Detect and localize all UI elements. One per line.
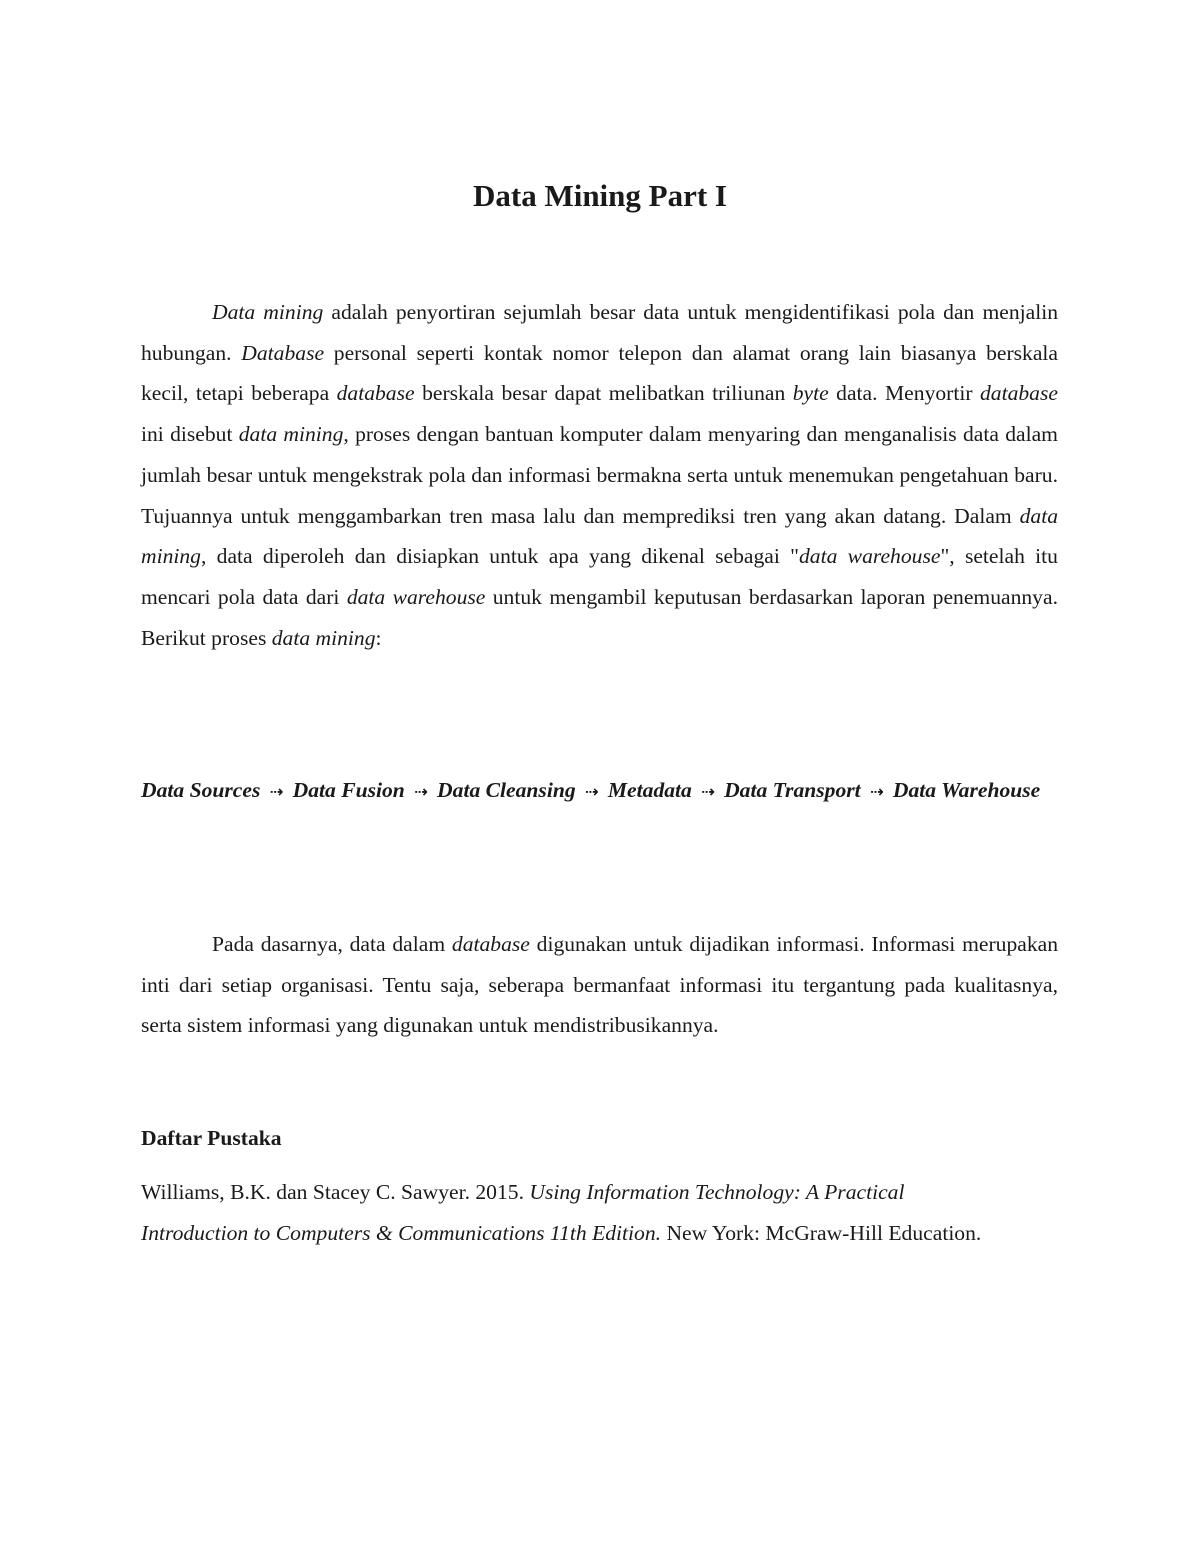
- text-run: :: [375, 625, 382, 650]
- text-run: berskala besar dapat melibatkan triliunan: [414, 381, 793, 406]
- arrow-right-icon: ⇢: [701, 782, 715, 801]
- flow-step: Data Cleansing: [437, 778, 576, 802]
- flow-step: Data Transport: [724, 778, 861, 802]
- text-run: ", setelah itu mencari pola data dari: [141, 544, 1058, 609]
- reference-entry: [141, 1172, 1001, 1253]
- text-run: , data diperoleh dan disiapkan untuk apa yang dikenal sebagai ": [200, 544, 799, 569]
- text-italic: database: [980, 381, 1058, 406]
- text-run: untuk mengambil keputusan berdasarkan laporan penemuannya. Berikut proses: [141, 584, 1058, 650]
- text-run: , proses dengan bantuan komputer dalam menyaring dan menganalisis data dalam jumlah besar untuk mengekstrak pola dan informasi bermakna serta untuk menemukan pengetahuan baru. Tujuannya untuk menggambarkan tren masa lalu dan memprediksi tren yang akan datang. Dalam: [141, 422, 1058, 528]
- reference-publisher: New York: McGraw-Hill Education.: [661, 1220, 982, 1245]
- text-italic: database: [451, 932, 530, 956]
- text-run: adalah penyortiran sejumlah besar data untuk mengidentifikasi pola dan menjalin hubungan.: [141, 300, 1059, 365]
- flow-step: Data Fusion: [292, 778, 405, 802]
- reference-authors-year: Williams, B.K. dan Stacey C. Sawyer. 2015.: [141, 1180, 530, 1204]
- paragraph-intro: [141, 292, 1058, 658]
- flow-step: Metadata: [607, 778, 692, 802]
- arrow-right-icon: ⇢: [585, 782, 599, 801]
- text-italic: data mining: [141, 503, 1058, 569]
- text-run: personal seperti kontak nomor telepon dan alamat orang lain biasanya berskala kecil, tetapi beberapa: [141, 340, 1059, 406]
- text-italic: data warehouse: [798, 544, 941, 569]
- arrow-right-icon: ⇢: [414, 782, 428, 801]
- text-italic: byte: [792, 381, 829, 406]
- text-run: Pada dasarnya, data dalam: [212, 932, 452, 956]
- text-run: digunakan untuk dijadikan informasi. Informasi merupakan inti dari setiap organisasi. Tentu saja, seberapa bermanfaat informasi itu tergantung pada kualitasnya, serta sistem informasi yang digunakan untuk mendistribusikannya.: [141, 932, 1059, 1038]
- reference-book-title: Using Information Technology: A Practical Introduction to Computers & Communications 11th Edition.: [141, 1180, 905, 1245]
- references-heading: Daftar Pustaka: [141, 1126, 282, 1150]
- text-italic: Database: [241, 340, 325, 365]
- flow-step: Data Warehouse: [892, 778, 1041, 802]
- document-title: Data Mining Part I: [472, 178, 727, 213]
- text-italic: data warehouse: [346, 584, 486, 609]
- text-italic: data mining: [271, 625, 376, 650]
- text-italic: Data mining: [212, 300, 324, 324]
- text-run: data. Menyortir: [828, 381, 980, 406]
- arrow-right-icon: ⇢: [870, 782, 884, 801]
- text-italic: database: [336, 381, 415, 406]
- paragraph-information: [141, 924, 1058, 1046]
- flow-step: Data Sources: [141, 778, 261, 802]
- process-flow: [141, 770, 1058, 813]
- text-italic: data mining: [238, 422, 344, 447]
- text-run: ini disebut: [141, 422, 239, 447]
- arrow-right-icon: ⇢: [269, 782, 284, 801]
